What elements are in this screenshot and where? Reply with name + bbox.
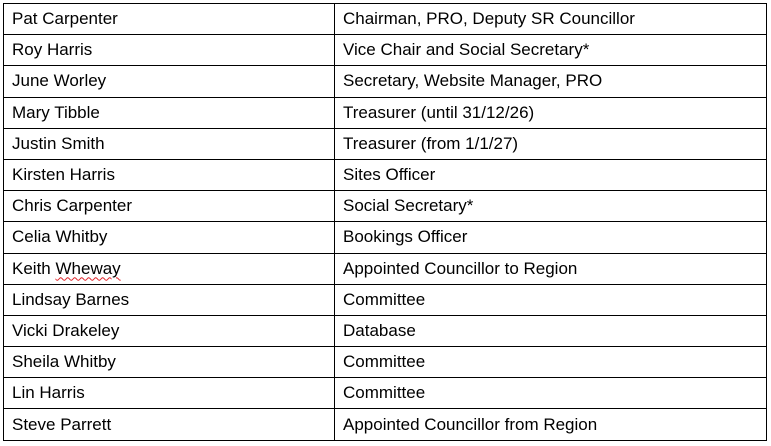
- member-role-cell: Committee: [335, 284, 767, 315]
- member-role-cell: Secretary, Website Manager, PRO: [335, 66, 767, 97]
- member-role-cell: Appointed Councillor to Region: [335, 253, 767, 284]
- table-row: [4, 222, 767, 253]
- member-role-cell: Sites Officer: [335, 159, 767, 190]
- table-row: [4, 66, 767, 97]
- member-name-cell: Sheila Whitby: [4, 347, 335, 378]
- member-name-cell: Celia Whitby: [4, 222, 335, 253]
- table-row: [4, 378, 767, 409]
- member-role-cell: Appointed Councillor from Region: [335, 409, 767, 440]
- table-row: [4, 284, 767, 315]
- spellcheck-flagged-surname: Wheway: [55, 258, 121, 278]
- table-row: [4, 97, 767, 128]
- member-role-cell: Committee: [335, 347, 767, 378]
- committee-roles-table: [3, 3, 767, 441]
- member-role-cell: Treasurer (from 1/1/27): [335, 128, 767, 159]
- table-row: [4, 35, 767, 66]
- member-name-cell: June Worley: [4, 66, 335, 97]
- member-name-cell: Justin Smith: [4, 128, 335, 159]
- table-row: [4, 253, 767, 284]
- member-role-cell: Treasurer (until 31/12/26): [335, 97, 767, 128]
- member-role-cell: Vice Chair and Social Secretary*: [335, 35, 767, 66]
- table-row: [4, 315, 767, 346]
- member-name-cell: Pat Carpenter: [4, 4, 335, 35]
- table-row: [4, 191, 767, 222]
- member-name-cell: Chris Carpenter: [4, 191, 335, 222]
- member-first-name: Keith: [12, 258, 51, 278]
- table-row: [4, 128, 767, 159]
- table-row: [4, 409, 767, 440]
- member-name-cell: Lin Harris: [4, 378, 335, 409]
- table-row: [4, 4, 767, 35]
- member-name-cell: Kirsten Harris: [4, 159, 335, 190]
- member-name-cell: Mary Tibble: [4, 97, 335, 128]
- table-row: [4, 347, 767, 378]
- table-row: [4, 159, 767, 190]
- member-role-cell: Social Secretary*: [335, 191, 767, 222]
- member-name-cell: Roy Harris: [4, 35, 335, 66]
- member-role-cell: Chairman, PRO, Deputy SR Councillor: [335, 4, 767, 35]
- member-name-cell: Lindsay Barnes: [4, 284, 335, 315]
- member-role-cell: Database: [335, 315, 767, 346]
- member-name-cell: Steve Parrett: [4, 409, 335, 440]
- member-role-cell: Committee: [335, 378, 767, 409]
- member-role-cell: Bookings Officer: [335, 222, 767, 253]
- member-name-cell: Vicki Drakeley: [4, 315, 335, 346]
- member-name-cell: [4, 253, 335, 284]
